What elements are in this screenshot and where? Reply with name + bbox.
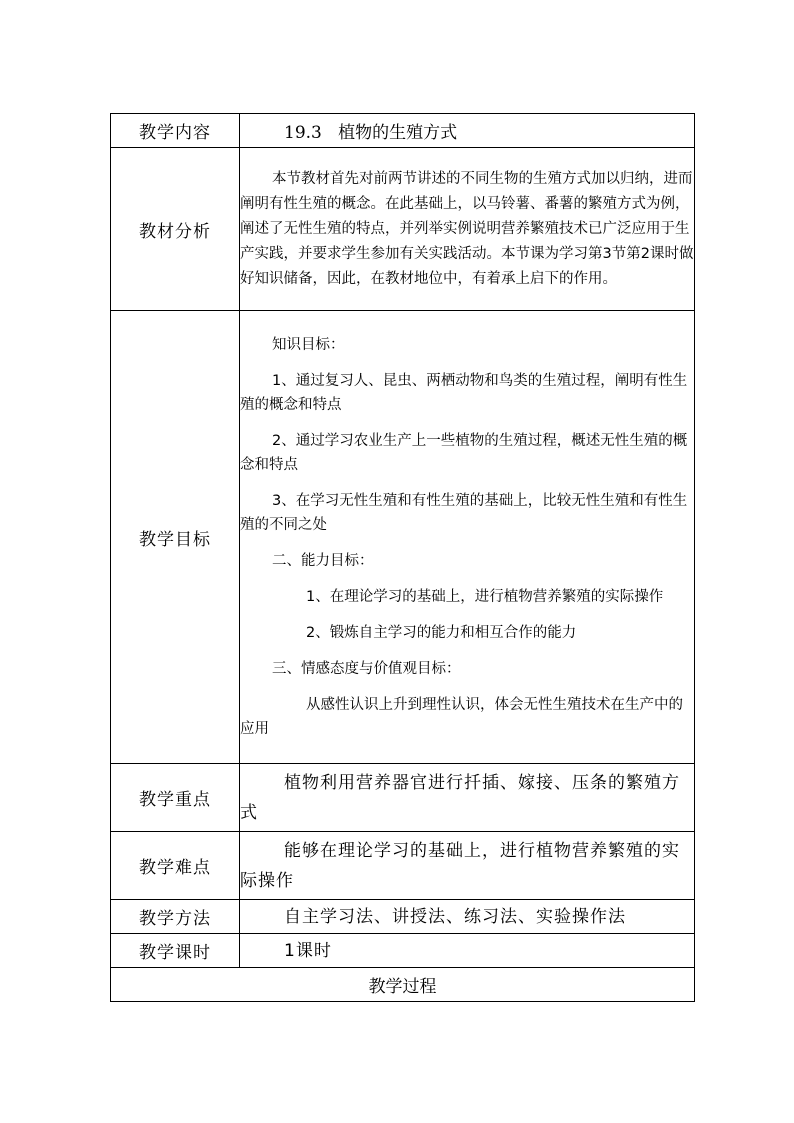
key-points-text: 植物利用营养器官进行扦插、嫁接、压条的繁殖方式 [240,772,680,823]
knowledge-item-2: 2、通过学习农业生产上一些植物的生殖过程，概述无性生殖的概念和特点 [240,433,688,473]
ability-heading: 二、能力目标： [272,553,374,569]
cell-key-points [240,764,695,832]
analysis-text: 本节教材首先对前两节讲述的不同生物的生殖方式加以归纳，进而阐明有性生殖的概念。在此基础上，以马铃薯、番薯的繁殖方式为例，阐述了无性生殖的特点，并列举实例说明营养繁殖技术已广泛应用于生产实践，并要求学生参加有关实践活动。本节课为学习第3节第2课时做好知识储备，因此，在教材地位中，有着承上启下的作用。 [240,170,694,287]
emotion-heading: 三、情感态度与价值观目标： [272,661,461,677]
label-difficulties: 教学难点 [111,832,240,900]
row-analysis [111,148,695,311]
cell-hours [240,934,695,968]
row-key-points [111,764,695,832]
label-key-points: 教学重点 [111,764,240,832]
ability-item-2: 2、锻炼自主学习的能力和相互合作的能力 [306,625,577,641]
cell-methods [240,900,695,934]
emotion-text: 从感性认识上升到理性认识，体会无性生殖技术在生产中的应用 [240,697,683,737]
label-hours: 教学课时 [111,934,240,968]
row-objectives [111,311,695,764]
knowledge-item-3: 3、在学习无性生殖和有性生殖的基础上，比较无性生殖和有性生殖的不同之处 [240,493,688,533]
label-teaching-process: 教学过程 [111,968,695,1002]
label-textbook-analysis: 教材分析 [111,148,240,311]
row-process [111,968,695,1002]
cell-teaching-objectives [240,311,695,764]
lesson-plan-table [110,113,695,1002]
knowledge-heading: 知识目标： [272,337,345,353]
cell-textbook-analysis [240,148,695,311]
section-number: 19.3 [284,123,322,143]
cell-difficulties [240,832,695,900]
cell-teaching-content [240,114,695,148]
row-hours [111,934,695,968]
row-methods [111,900,695,934]
hours-text: 1课时 [284,940,332,961]
label-methods: 教学方法 [111,900,240,934]
knowledge-item-1: 1、通过复习人、昆虫、两栖动物和鸟类的生殖过程，阐明有性生殖的概念和特点 [240,373,688,413]
row-difficulties [111,832,695,900]
ability-item-1: 1、在理论学习的基础上，进行植物营养繁殖的实际操作 [306,589,664,605]
methods-text: 自主学习法、讲授法、练习法、实验操作法 [284,906,626,927]
label-teaching-objectives: 教学目标 [111,311,240,764]
label-teaching-content: 教学内容 [111,114,240,148]
difficulties-text: 能够在理论学习的基础上，进行植物营养繁殖的实际操作 [240,840,680,891]
section-title: 植物的生殖方式 [338,123,458,143]
row-content [111,114,695,148]
